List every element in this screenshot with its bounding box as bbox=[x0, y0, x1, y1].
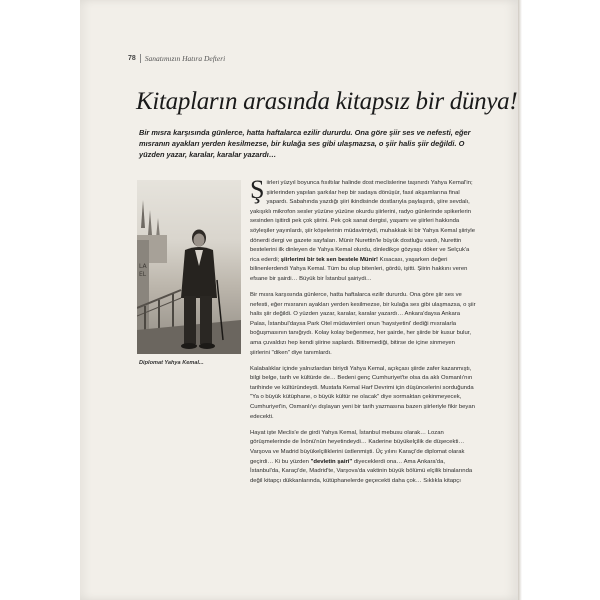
paragraph-4: Hayat işte Meclis'e de girdi Yahya Kemal, İstanbul mebusu olarak… Lozan görüşmelerinde de İnönü'nün heyetindeydi… Kaderine büyükelçilik de düşecekti… Varşova ve Madrid büyükelçiliklerini üstlenmişti. Üç yılını Karaçi'de diplomat olarak geçirdi… Ki bu yüzden "devletin şairi" diyeceklerdi ona… Ama Ankara'da, İstanbul'da, Karaçi'de, Madrid'te, Varşova'da vaktinin büyük bölümü elçilik binalarında değil kitapçı dükkanlarında, kütüphanelerde geçecekti daha çok… Sıklıkla kitapçı bbox=[250, 429, 473, 484]
svg-text:LA: LA bbox=[139, 263, 147, 270]
article-title: Kitapların arasında kitapsız bir dünya! bbox=[136, 88, 518, 115]
drop-cap: Ş bbox=[250, 175, 265, 204]
paragraph-1: Şiirleri yüzyıl boyunca fısıltılar halinde dost meclislerine taşınırdı Yahya Kemal'in; şiirlerinden yapılan şarkılar hep bir sadaya dönüşür, fasıl akşamlarına final yapardı. Sabahında yazdığı şiiri ikindisinde dostlarıyla paylaşırdı, şiire sevdalı, yakışıklı mikrofon sesler yüzüne yüzüne okurdu şiirlerini, radyo günlerinde spikerlerin sesinden işitirdi pek çok şiirini. Pek çok sanat dergisi, yaşamı ve şiirleri hakkında söyleşiler yayınlardı, şiir köşelerinin müdavimiydi, muhakkak ki bir Yahya Kemal şiiriyle dönerdi dergi ve gazete sayfaları. Münir Nurettin'le büyük dostluğu vardı, Nurettin bestelerini ilk dinleyen de Yahya Kemal olurdu, dinledikçe gözyaşı döker ve Selçuk'a rica ederdi; şiirlerimi bir tek sen bestele Münir! Kısacası, yaşarken değeri bilinenlerdendi Yahya Kemal. Tüm bu olup bitenleri, gördü, işitti. Şiirin hakkını veren efsane bir şairdi… Büyük bir İstanbul şairiydi… bbox=[250, 175, 476, 282]
page-number: 78 bbox=[128, 54, 136, 62]
yahya-kemal-photo bbox=[137, 180, 241, 354]
paragraph-3: Kalabalıklar içinde yalnızlardan biriydi Yahya Kemal, açıkçası şiirde zafer kazanmıştı, bilgi belge, tarih ve kültürde de… Bedeni genç Cumhuriyet'te olsa da aklı Osmanlı'nın tarihinde ve kültüründeydi. Mustafa Kemal Harf Devrimi için düşüncelerini sorduğunda "Ya o büyük kütüphane, o büyük kültür ne olacak" diye sormaktan çekinmeyecek, Cumhuriyet'in, Osmanlı'yı dışlayan yeni bir tarih yazmasına bazen şiirleriyle fikir beyan edecekti. bbox=[250, 365, 475, 420]
svg-text:EL: EL bbox=[139, 271, 147, 278]
section-title: Sanatımızın Hatıra Defteri bbox=[144, 53, 226, 63]
header-divider bbox=[140, 54, 141, 63]
page-edge bbox=[518, 0, 522, 600]
running-head bbox=[128, 51, 225, 65]
photo-caption: Diplomat Yahya Kemal... bbox=[139, 360, 204, 366]
article-body bbox=[250, 175, 476, 493]
paragraph-2: Bir mısra karşısında günlerce, hatta haftalarca ezilir dururdu. Ona göre şiir ses ve nefesti, eğer mısranın ayakları yerden kesilmezse, bir kulağa ses gibi ulaşmazsa, o şiir halis şiir değildi. O yüzden yazar, karalar, karalar yazardı… Ankara'daysa Ankara Palas, İstanbul'daysa Park Otel müdavimleri onun 'haysiyetini' dediği mısralarla boğuşmasının tanığıydı. Kolay kolay beğenmez, her şairde, her şiirde bir kusur bulur, ama çuvaldızı hep kendi şiirine saplardı. Bitiremediği, bitirse de içine sinmeyen şiirlerini "diken" diye tanımlardı. bbox=[250, 292, 476, 356]
article-intro: Bir mısra karşısında günlerce, hatta haftalarca ezilir dururdu. Ona göre şiir ses ve nefesti, eğer mısranın ayakları yerden kesilmezse, bir kulağa ses gibi ulaşmazsa, o şiir halis şiir değildi. O yüzden yazar, karalar, karalar yazardı… bbox=[139, 128, 471, 160]
